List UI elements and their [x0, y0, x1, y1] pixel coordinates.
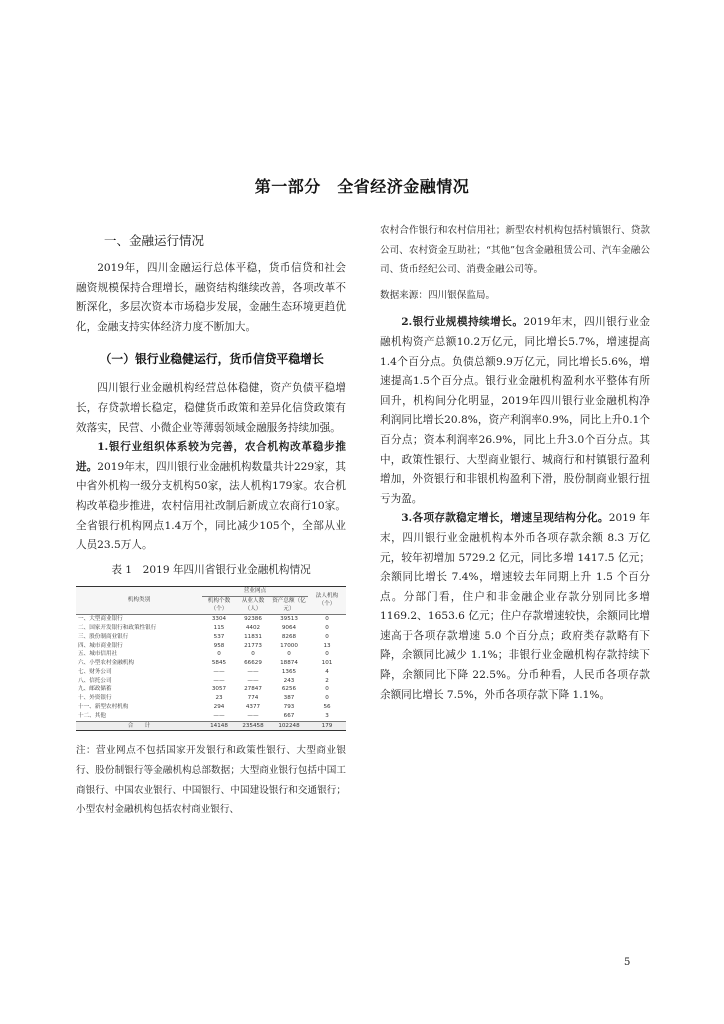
- section-heading: 一、金融运行情况: [104, 233, 205, 248]
- institutions-table: [76, 586, 346, 732]
- cell-outlets: 0: [217, 651, 221, 658]
- point2-paragraph: [380, 313, 650, 509]
- left-column: [76, 225, 346, 820]
- cell-name: 十、外资银行: [78, 695, 112, 702]
- cell-legal: 0: [325, 686, 329, 693]
- cell-assets: 793: [283, 704, 295, 711]
- cell-staff: ——: [247, 668, 259, 675]
- cell-staff: 27847: [244, 686, 262, 693]
- cell-staff: 21773: [244, 642, 262, 649]
- cell-legal: 179: [308, 721, 346, 731]
- table-row: [76, 668, 346, 677]
- point3-lead: 3.各项存款稳定增长，增速呈现结构分化。: [401, 512, 609, 525]
- table-row: [76, 624, 346, 633]
- cell-staff: 92386: [244, 616, 262, 623]
- cell-legal: 3: [325, 712, 329, 719]
- cell-legal: 4: [325, 668, 329, 675]
- cell-staff: 0: [251, 651, 255, 658]
- cell-outlets: 958: [213, 642, 225, 649]
- cell-assets: 6256: [281, 686, 297, 693]
- cell-outlets: ——: [213, 712, 225, 719]
- table-caption: 表 1 2019 年四川省银行业金融机构情况: [111, 563, 311, 576]
- page-number: 5: [624, 957, 631, 968]
- cell-assets: 18874: [280, 660, 298, 667]
- right-column: [380, 221, 650, 705]
- cell-legal: 101: [321, 660, 333, 667]
- cell-name: 合 计: [76, 721, 202, 731]
- cell-staff: 66629: [244, 660, 262, 667]
- cell-assets: 17000: [280, 642, 298, 649]
- cell-name: 一、大型商业银行: [78, 616, 123, 623]
- cell-legal: 0: [325, 616, 329, 623]
- data-source: 数据来源：四川银保监局。: [380, 289, 496, 301]
- cell-staff: 774: [247, 695, 259, 702]
- cell-assets: 667: [283, 712, 295, 719]
- table-note: 注：营业网点不包括国家开发银行和政策性银行、大型商业银行、股份制银行等金融机构总部数据；大型商业银行包括中国工商银行、中国农业银行、中国银行、中国建设银行和交通银行；小型农村金融机构包括农村商业银行、: [76, 745, 346, 816]
- table-note-continued: 农村合作银行和农村信用社；新型农村机构包括村镇银行、贷款公司、农村资金互助社；“其他”包含金融租赁公司、汽车金融公司、货币经纪公司、消费金融公司等。: [380, 225, 650, 276]
- table-row: [76, 659, 346, 668]
- cell-name: 四、城市商业银行: [78, 642, 123, 649]
- cell-assets: 243: [283, 677, 295, 684]
- point2-lead: 2.银行业规模持续增长。: [401, 316, 524, 329]
- header-staff: 从业人数（人）: [236, 596, 270, 615]
- cell-outlets: 14148: [202, 721, 236, 731]
- cell-name: 八、信托公司: [78, 677, 112, 684]
- header-outlets: 机构个数（个）: [202, 596, 236, 615]
- cell-outlets: 5845: [211, 660, 227, 667]
- cell-outlets: 23: [215, 695, 223, 702]
- point1-paragraph: [76, 438, 346, 556]
- table-body: [76, 615, 346, 731]
- cell-assets: 8268: [281, 633, 297, 640]
- cell-name: 三、股份制商业银行: [78, 633, 129, 640]
- cell-staff: 11831: [244, 633, 262, 640]
- cell-legal: 0: [325, 695, 329, 702]
- cell-outlets: 115: [213, 624, 225, 631]
- header-assets: 资产总额（亿元）: [270, 596, 308, 615]
- cell-assets: 0: [287, 651, 291, 658]
- cell-name: 六、小型农村金融机构: [78, 660, 134, 667]
- cell-name: 十二、其他: [78, 712, 106, 719]
- point1-lead: 1.银行业组织体系较为完善，农合机构改革稳步推进。: [76, 441, 346, 473]
- cell-outlets: ——: [213, 668, 225, 675]
- subsection-heading: （一）银行业稳健运行，货币信贷平稳增长: [99, 352, 324, 367]
- cell-staff: ——: [247, 677, 259, 684]
- cell-outlets: 3304: [211, 616, 227, 623]
- header-type: 机构类别: [76, 586, 202, 614]
- cell-name: 七、财务公司: [78, 668, 112, 675]
- cell-legal: 0: [325, 651, 329, 658]
- page-title: 第一部分 全省经济金融情况: [254, 177, 470, 196]
- point1-body: 2019年末，四川银行业金融机构数量共计229家，其中省外机构一级分支机构50家，法人机构179家。农合机构改革稳步推进，农村信用社改制后新成立农商行10家。全省银行机构网点1.4万个，同比减少105个，全部从业人员23.5万人。: [76, 460, 346, 552]
- cell-staff: 235458: [236, 721, 270, 731]
- table-total-row: [76, 721, 346, 731]
- table-row: [76, 677, 346, 686]
- cell-staff: 4377: [245, 704, 261, 711]
- cell-assets: 102248: [270, 721, 308, 731]
- cell-assets: 387: [283, 695, 295, 702]
- table-row: [76, 703, 346, 712]
- table-row: [76, 694, 346, 703]
- cell-outlets: 537: [213, 633, 225, 640]
- header-legal: 法人机构（个）: [308, 586, 346, 614]
- cell-name: 二、国家开发银行和政策性银行: [78, 624, 157, 631]
- cell-legal: 0: [325, 624, 329, 631]
- cell-staff: 4402: [245, 624, 261, 631]
- point3-paragraph: [380, 509, 650, 705]
- point3-body: 2019 年末，四川银行业金融机构本外币各项存款余额 8.3 万亿元，较年初增加 5729.2 亿元，同比多增 1417.5 亿元；余额同比增长 7.4%，增速较去年同期上升 1.5 个百分点。分部门看，住户和非金融企业存款分别同比多增 1169.2、1653.6 亿元；住户存款增速较快，余额同比增速高于各项存款增速 5.0 个百分点；政府类存款略有下降，余额同比减少 1.1%；非银行业金融机构存款持续下降，余额同比下降 22.5%。分币种看，人民币各项存款余额同比增长 7.5%，外币各项存款下降 1.1%。: [380, 512, 651, 701]
- banking-paragraph: 四川银行业金融机构经营总体稳健，资产负债平稳增长，存贷款增长稳定，稳健货币政策和差异化信贷政策有效落实，民营、小微企业等薄弱领域金融服务持续加强。: [76, 382, 346, 434]
- cell-legal: 13: [323, 642, 331, 649]
- cell-legal: 2: [325, 677, 329, 684]
- point2-body: 2019年末，四川银行业金融机构资产总额10.2万亿元，同比增长5.7%，增速提高1.4个百分点。负债总额9.9万亿元，同比增长5.6%，增速提高1.5个百分点。银行业金融机构盈利水平整体有所回升，机构间分化明显，2019年四川银行业金融机构净利润同比增长20.8%，资产利润率0.9%，同比上升0.1个百分点；资本利润率26.9%，同比上升3.0个百分点。其中，政策性银行、大型商业银行、城商行和村镇银行盈利增加，外资银行和非银机构盈利下滑，股份制商业银行扭亏为盈。: [380, 316, 651, 505]
- cell-assets: 9064: [281, 624, 297, 631]
- cell-name: 十一、新型农村机构: [78, 704, 129, 711]
- cell-staff: ——: [247, 712, 259, 719]
- cell-legal: 56: [323, 704, 331, 711]
- cell-assets: 39513: [280, 616, 298, 623]
- cell-name: 五、城市信用社: [78, 651, 118, 658]
- table-row: [76, 712, 346, 721]
- table-row: [76, 650, 346, 659]
- table-row: [76, 633, 346, 642]
- cell-outlets: 294: [213, 704, 225, 711]
- table-row: [76, 642, 346, 651]
- cell-assets: 1365: [281, 668, 297, 675]
- cell-name: 九、邮政储蓄: [78, 686, 112, 693]
- cell-outlets: 3057: [211, 686, 227, 693]
- table-row: [76, 685, 346, 694]
- cell-legal: 0: [325, 633, 329, 640]
- table-row: [76, 615, 346, 624]
- header-group: 营业网点: [202, 586, 308, 596]
- intro-paragraph: 2019年，四川金融运行总体平稳，货币信贷和社会融资规模保持合理增长，融资结构继续改善，各项改革不断深化，多层次资本市场稳步发展，金融生态环境更趋优化，金融支持实体经济力度不断加大。: [76, 262, 346, 333]
- cell-outlets: ——: [213, 677, 225, 684]
